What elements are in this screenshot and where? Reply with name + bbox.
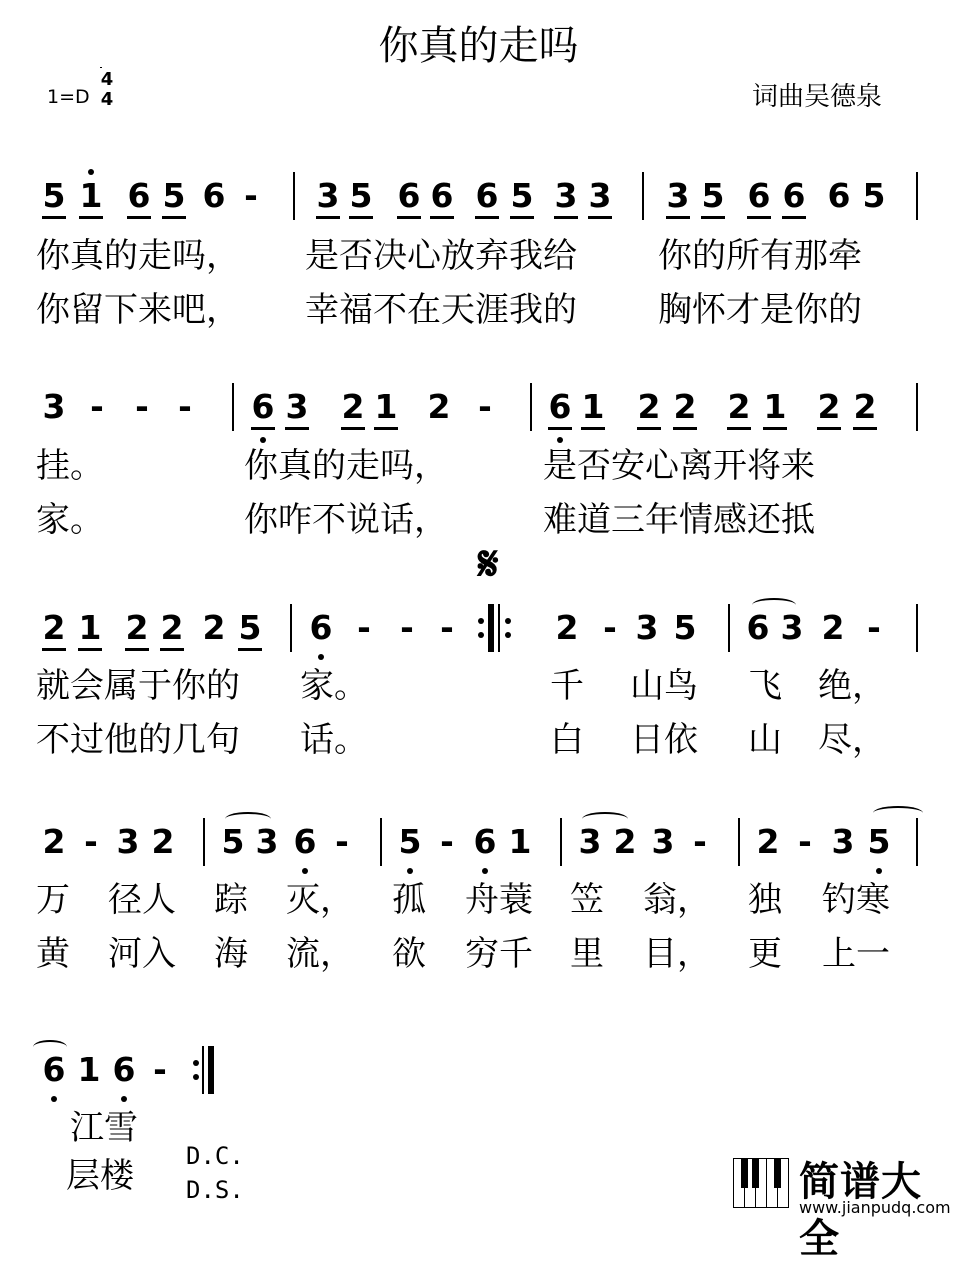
lyric-line: 是否决心放弃我给 xyxy=(305,236,577,276)
note: 5 xyxy=(221,822,245,861)
dash: - xyxy=(357,608,371,647)
note: 3 xyxy=(651,822,675,861)
lyric-line: 你的所有那牵 xyxy=(658,236,862,276)
note: 2 xyxy=(850,387,880,427)
note: 3 xyxy=(635,608,659,647)
note: 2 xyxy=(427,387,451,426)
lyric-line: 流， xyxy=(286,934,354,974)
barline xyxy=(642,172,644,220)
lyric-line: 踪 xyxy=(214,880,248,920)
note: 1 xyxy=(508,822,532,861)
tie-arc xyxy=(225,812,271,826)
lyric-line: 日依 xyxy=(630,720,698,760)
note: 2 xyxy=(756,822,780,861)
note: 3 xyxy=(780,608,804,647)
repeat-start-sign xyxy=(478,604,518,652)
note: 6 xyxy=(290,822,320,862)
tie-arc xyxy=(752,598,796,612)
dash: - xyxy=(153,1050,167,1089)
dash: - xyxy=(440,608,454,647)
note: 6 xyxy=(124,176,154,216)
barline xyxy=(916,604,918,652)
lyric-line: 家。 xyxy=(36,500,104,540)
dash: - xyxy=(440,822,454,861)
lyric-line: 你真的走吗， xyxy=(36,236,240,276)
note: 5 xyxy=(39,176,69,216)
time-numerator: 4 xyxy=(100,69,114,90)
note: 3 xyxy=(663,176,693,216)
key-signature: 1=D xyxy=(47,86,90,108)
dash: - xyxy=(400,608,414,647)
dash: - xyxy=(244,176,258,215)
note: 6 xyxy=(472,176,502,216)
dal-segno-mark: D.S. xyxy=(186,1176,244,1204)
note: 3 xyxy=(578,822,602,861)
lyric-line: 尽， xyxy=(818,720,886,760)
lyric-line: 江雪 xyxy=(70,1108,138,1148)
note: 2 xyxy=(670,387,700,427)
note: 6 xyxy=(545,387,575,427)
barline xyxy=(530,383,532,431)
tie-arc xyxy=(33,1040,67,1054)
lyric-line: 你留下来吧， xyxy=(36,290,240,330)
lyric-line: 笠 xyxy=(570,880,604,920)
note: 5 xyxy=(862,176,886,215)
lyric-line: 翁， xyxy=(643,880,711,920)
note: 5 xyxy=(235,608,265,648)
site-logo xyxy=(733,1150,951,1262)
song-title: 你真的走吗 xyxy=(378,23,579,69)
note: 3 xyxy=(116,822,140,861)
lyric-line: 你咋不说话， xyxy=(244,500,448,540)
note: 3 xyxy=(42,387,66,426)
dash: - xyxy=(90,387,104,426)
barline xyxy=(916,172,918,220)
dash: - xyxy=(693,822,707,861)
segno-sign: 𝄋 xyxy=(478,536,499,592)
lyric-line: 白 xyxy=(550,720,584,760)
lyric-line: 孤 xyxy=(392,880,426,920)
notation-row-4 xyxy=(0,822,957,882)
dash: - xyxy=(178,387,192,426)
note: 6 xyxy=(744,176,774,216)
lyric-line: 更 xyxy=(748,934,782,974)
note: 1 xyxy=(578,387,608,427)
note: 6 xyxy=(779,176,809,216)
tie-arc xyxy=(582,812,628,826)
note: 2 xyxy=(821,608,845,647)
barline xyxy=(916,383,918,431)
lyric-line: 山鸟 xyxy=(630,666,698,706)
lyric-line: 欲 xyxy=(392,934,426,974)
note: 2 xyxy=(814,387,844,427)
note: 5 xyxy=(673,608,697,647)
note: 3 xyxy=(313,176,343,216)
note: 1 xyxy=(371,387,401,427)
notation-row-2 xyxy=(0,387,957,447)
note: 6 xyxy=(746,608,770,647)
lyric-line: 目， xyxy=(643,934,711,974)
lyric-line: 穷千 xyxy=(465,934,533,974)
dash: - xyxy=(867,608,881,647)
note: 6 xyxy=(827,176,851,215)
repeat-end-sign xyxy=(193,1046,219,1094)
dash: - xyxy=(603,608,617,647)
note: 2 xyxy=(555,608,579,647)
note: 1 xyxy=(760,387,790,427)
note: 5 xyxy=(159,176,189,216)
lyric-line: 绝， xyxy=(818,666,886,706)
note: 2 xyxy=(157,608,187,648)
lyric-line: 幸福不在天涯我的 xyxy=(305,290,577,330)
lyric-line: 里 xyxy=(570,934,604,974)
note: 2 xyxy=(151,822,175,861)
lyric-line: 不过他的几句 xyxy=(36,720,240,760)
note: 6 xyxy=(427,176,457,216)
notation-row-3 xyxy=(0,608,957,668)
note: 2 xyxy=(724,387,754,427)
lyric-line: 你真的走吗， xyxy=(244,446,448,486)
note: 6 xyxy=(109,1050,139,1090)
note: 1 xyxy=(77,1050,101,1089)
dash: - xyxy=(335,822,349,861)
note: 2 xyxy=(634,387,664,427)
notation-row-1 xyxy=(0,176,957,236)
logo-name: 简谱大全 xyxy=(799,1159,922,1262)
note: 6 xyxy=(202,176,226,215)
note: 2 xyxy=(613,822,637,861)
lyric-line: 话。 xyxy=(300,720,368,760)
lyric-line: 是否安心离开将来 xyxy=(543,446,815,486)
lyric-line: 径人 xyxy=(108,880,176,920)
lyric-line: 层楼 xyxy=(66,1156,134,1196)
barline xyxy=(290,604,292,652)
da-capo-mark: D.C. xyxy=(186,1142,244,1170)
lyric-line: 胸怀才是你的 xyxy=(658,290,862,330)
note: 6 xyxy=(306,608,336,648)
lyric-line: 万 xyxy=(36,880,70,920)
lyric-line: 飞 xyxy=(748,666,782,706)
tie-arc xyxy=(873,806,923,820)
note: 3 xyxy=(282,387,312,427)
note: 1 xyxy=(76,176,106,216)
note: 2 xyxy=(202,608,226,647)
note: 5 xyxy=(346,176,376,216)
barline xyxy=(916,818,918,866)
dash: - xyxy=(798,822,812,861)
note: 5 xyxy=(395,822,425,862)
lyric-line: 黄 xyxy=(36,934,70,974)
barline xyxy=(560,818,562,866)
logo-url: www.jianpudq.com xyxy=(799,1198,951,1217)
note: 6 xyxy=(394,176,424,216)
barline xyxy=(380,818,382,866)
lyric-line: 钓寒 xyxy=(822,880,890,920)
lyric-line: 千 xyxy=(550,666,584,706)
lyric-line: 海 xyxy=(214,934,248,974)
dash: - xyxy=(135,387,149,426)
note: 3 xyxy=(585,176,615,216)
dash: - xyxy=(84,822,98,861)
note: 2 xyxy=(122,608,152,648)
barline xyxy=(232,383,234,431)
lyric-line: 难道三年情感还抵 xyxy=(543,500,815,540)
note: 3 xyxy=(255,822,279,861)
notation-row-5 xyxy=(0,1050,957,1110)
note: 3 xyxy=(551,176,581,216)
note: 2 xyxy=(39,608,69,648)
note: 2 xyxy=(338,387,368,427)
barline xyxy=(293,172,295,220)
lyric-line: 灭， xyxy=(286,880,354,920)
lyric-line: 就会属于你的 xyxy=(36,666,240,706)
piano-keys-icon xyxy=(733,1158,787,1206)
note: 3 xyxy=(831,822,855,861)
lyric-line: 家。 xyxy=(300,666,368,706)
note: 2 xyxy=(42,822,66,861)
note: 1 xyxy=(75,608,105,648)
note: 6 xyxy=(470,822,500,862)
barline xyxy=(738,818,740,866)
note: 6 xyxy=(39,1050,69,1090)
dash: - xyxy=(478,387,492,426)
time-denominator: 4 xyxy=(100,89,114,110)
note: 6 xyxy=(248,387,278,427)
lyric-line: 挂。 xyxy=(36,446,104,486)
lyric-line: 河入 xyxy=(108,934,176,974)
barline xyxy=(728,604,730,652)
composer-credit: 词曲吴德泉 xyxy=(752,82,883,112)
time-signature xyxy=(100,70,114,110)
lyric-line: 上一 xyxy=(822,934,890,974)
note: 5 xyxy=(864,822,894,862)
lyric-line: 山 xyxy=(748,720,782,760)
note: 5 xyxy=(698,176,728,216)
note: 5 xyxy=(507,176,537,216)
lyric-line: 独 xyxy=(748,880,782,920)
barline xyxy=(203,818,205,866)
lyric-line: 舟蓑 xyxy=(465,880,533,920)
